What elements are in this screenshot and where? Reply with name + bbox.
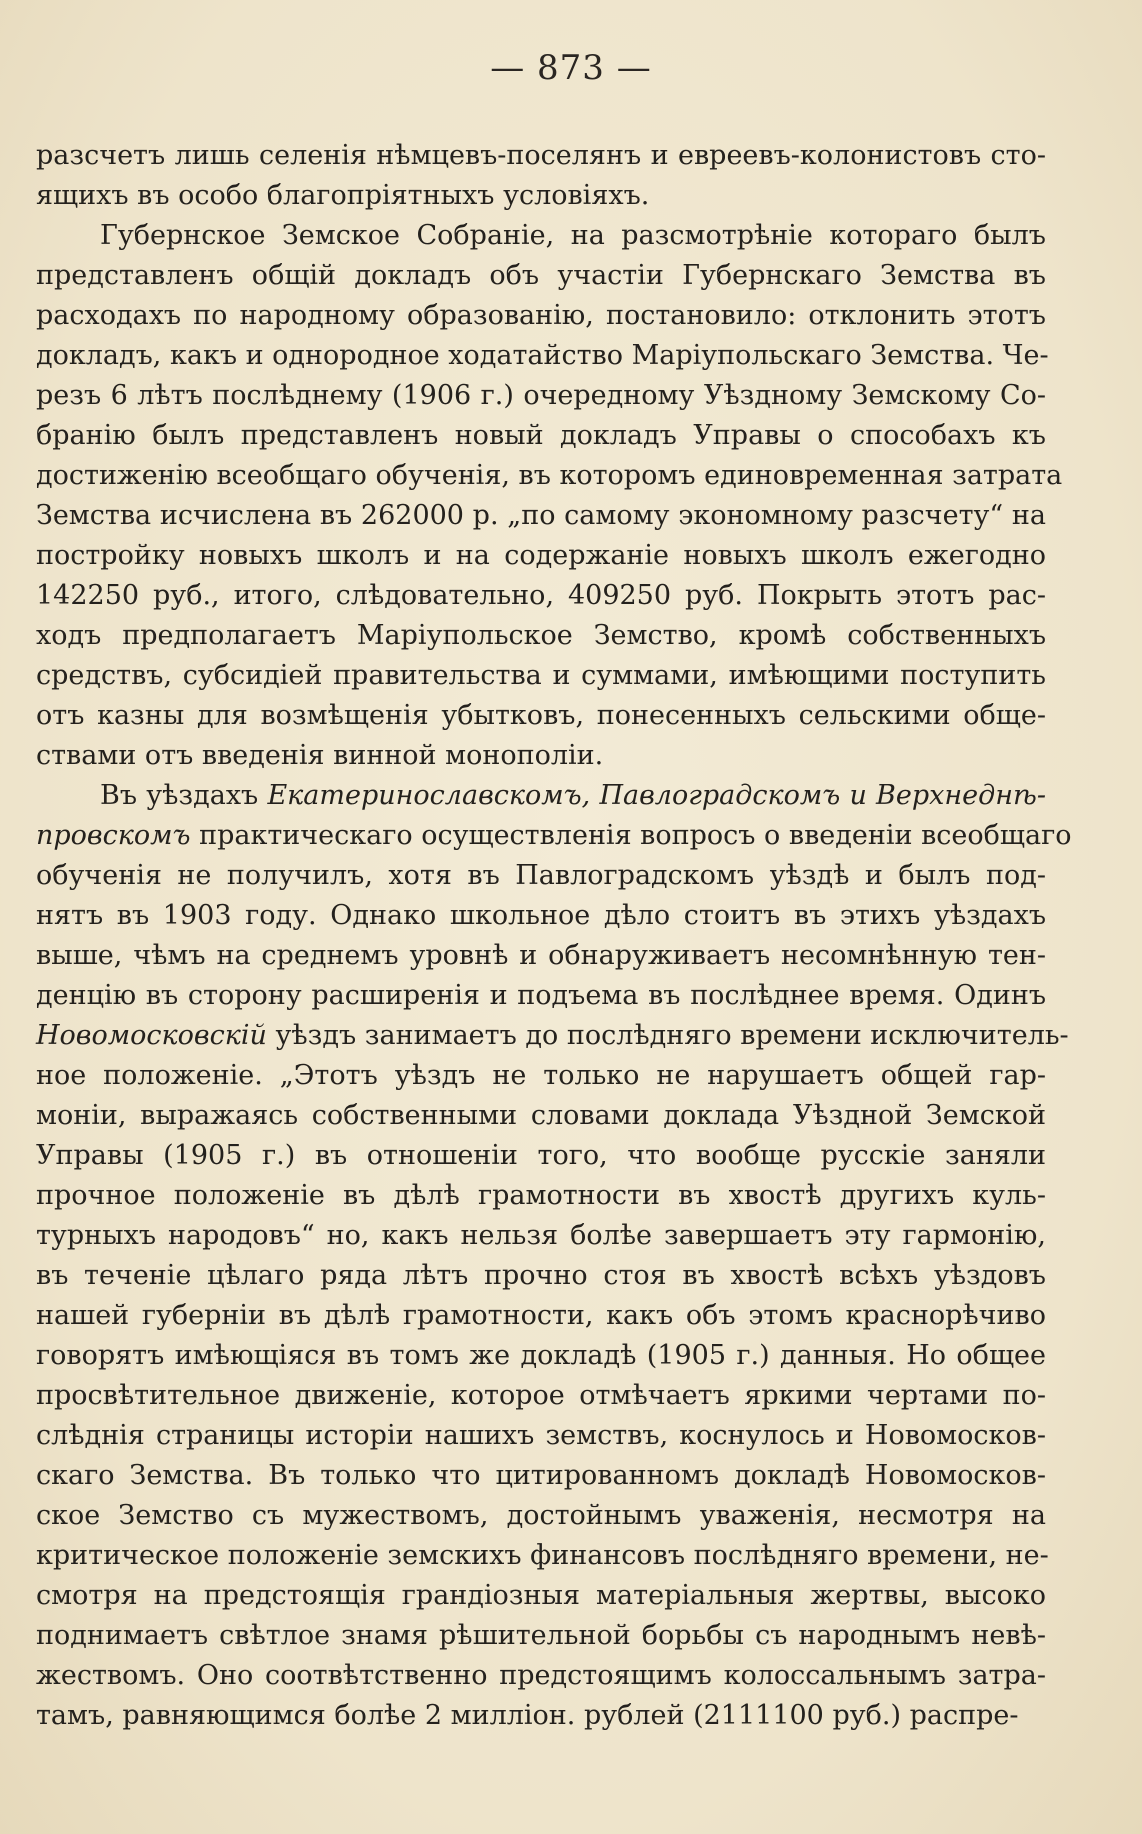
paragraph-3 — [36, 776, 1072, 1736]
text-line: резъ 6 лѣтъ послѣднему (1906 г.) очередному Уѣздному Земскому Со- — [36, 380, 1046, 411]
text-line: ящихъ въ особо благопріятныхъ условіяхъ. — [36, 180, 650, 211]
page-number: — 873 — — [490, 48, 652, 88]
paragraph-1 — [36, 136, 1046, 216]
text-line: ходъ предполагаетъ Маріупольское Земство, кромѣ собственныхъ — [36, 620, 1046, 651]
text-line: слѣднія страницы исторіи нашихъ земствъ, коснулось и Новомосков- — [36, 1420, 1046, 1451]
text-line: тамъ, равняющимся болѣе 2 миллiон. рублей (2111100 руб.) распре- — [36, 1700, 1019, 1731]
text-line: просвѣтительное движеніе, которое отмѣчаетъ яркими чертами по- — [36, 1380, 1046, 1411]
text-line: выше, чѣмъ на среднемъ уровнѣ и обнаруживаетъ несомнѣнную тен- — [36, 940, 1046, 971]
text-line: представленъ общій докладъ объ участіи Губернскаго Земства въ — [36, 260, 1046, 291]
text-line: нятъ въ 1903 году. Однако школьное дѣло стоитъ въ этихъ уѣздахъ — [36, 900, 1046, 931]
text-line: прочное положеніе въ дѣлѣ грамотности въ хвостѣ другихъ куль- — [36, 1180, 1046, 1211]
body-text — [36, 136, 1072, 1736]
text-line: денцію въ сторону расширенія и подъема въ послѣднее время. Одинъ — [36, 980, 1046, 1011]
text-line: разсчетъ лишь селенія нѣмцевъ-поселянъ и евреевъ-колонистовъ сто- — [36, 140, 1046, 171]
text-line: отъ казны для возмѣщенія убытковъ, понесенныхъ сельскими обще- — [36, 700, 1046, 731]
text-line: постройку новыхъ школъ и на содержаніе новыхъ школъ ежегодно — [36, 540, 1046, 571]
text-line: докладъ, какъ и однородное ходатайство Маріупольскаго Земства. Че- — [36, 340, 1049, 371]
text-line: Въ уѣздахъ Екатеринославскомъ, Павлоградскомъ и Верхнеднѣ- — [100, 780, 1046, 811]
text-line: Управы (1905 г.) въ отношеніи того, что вообще русскіе заняли — [36, 1140, 1046, 1171]
text-line: критическое положеніе земскихъ финансовъ послѣдняго времени, не- — [36, 1540, 1049, 1571]
text-line: смотря на предстоящія грандіозныя матеріальныя жертвы, высоко — [36, 1580, 1046, 1611]
text-line: бранію былъ представленъ новый докладъ Управы о способахъ къ — [36, 420, 1046, 451]
text-line: обученія не получилъ, хотя въ Павлоградскомъ уѣздѣ и былъ под- — [36, 860, 1046, 891]
text-line: говорятъ имѣющіяся въ томъ же докладѣ (1905 г.) данныя. Но общее — [36, 1340, 1046, 1371]
text-line: Новомосковскій уѣздъ занимаетъ до послѣдняго времени исключитель- — [36, 1020, 1069, 1051]
text-line: ное положеніе. „Этотъ уѣздъ не только не нарушаетъ общей гар- — [36, 1060, 1046, 1091]
text-line: средствъ, субсидіей правительства и суммами, имѣющими поступить — [36, 660, 1046, 691]
text-line: Земства исчислена въ 262000 р. „по самому экономному разсчету“ на — [36, 500, 1046, 531]
text-line: ствами отъ введенія винной монополіи. — [36, 740, 604, 771]
text-line: нашей губерніи въ дѣлѣ грамотности, какъ объ этомъ краснорѣчиво — [36, 1300, 1046, 1331]
text-line: 142250 руб., итого, слѣдовательно, 409250 руб. Покрыть этотъ рас- — [36, 580, 1046, 611]
text-line: моніи, выражаясь собственными словами доклада Уѣздной Земской — [36, 1100, 1046, 1131]
text-line: въ теченіе цѣлаго ряда лѣтъ прочно стоя въ хвостѣ всѣхъ уѣздовъ — [36, 1260, 1046, 1291]
text-line: ское Земство съ мужествомъ, достойнымъ уваженія, несмотря на — [36, 1500, 1046, 1531]
text-line: жествомъ. Оно соотвѣтственно предстоящимъ колоссальнымъ затра- — [36, 1660, 1046, 1691]
text-line: скаго Земства. Въ только что цитированномъ докладѣ Новомосков- — [36, 1460, 1046, 1491]
text-line: расходахъ по народному образованію, постановило: отклонить этотъ — [36, 300, 1046, 331]
paragraph-2 — [36, 216, 1063, 776]
text-line: Губернское Земское Собраніе, на разсмотрѣніе котораго былъ — [100, 220, 1046, 251]
text-line: провскомъ практическаго осуществленія вопросъ о введеніи всеобщаго — [36, 820, 1072, 851]
text-line: турныхъ народовъ“ но, какъ нельзя болѣе завершаетъ эту гармонію, — [36, 1220, 1046, 1251]
text-line: поднимаетъ свѣтлое знамя рѣшительной борьбы съ народнымъ невѣ- — [36, 1620, 1046, 1651]
text-line: достиженію всеобщаго обученія, въ которомъ единовременная затрата — [36, 460, 1063, 491]
